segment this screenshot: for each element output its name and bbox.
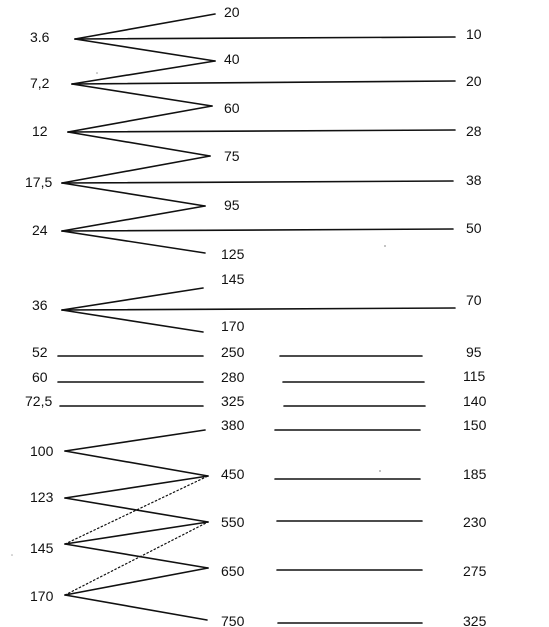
- connector-line: [62, 310, 203, 332]
- connector-line: [62, 156, 210, 183]
- right-label: 20: [466, 73, 482, 89]
- connector-line: [65, 568, 208, 595]
- middle-label: 60: [224, 100, 240, 116]
- right-label: 50: [466, 220, 482, 236]
- left-label: 36: [32, 297, 48, 313]
- connector-line: [65, 430, 205, 451]
- right-label: 10: [466, 26, 482, 42]
- stray-dot: [96, 72, 98, 74]
- left-label: 52: [32, 344, 48, 360]
- right-label: 95: [466, 344, 482, 360]
- stray-dot: [11, 554, 13, 556]
- stray-dots: [11, 72, 386, 556]
- left-label: 72,5: [25, 393, 53, 409]
- left-label: 60: [32, 369, 48, 385]
- middle-label: 450: [221, 466, 245, 482]
- connector-line: [75, 39, 215, 61]
- middle-label: 650: [221, 563, 245, 579]
- left-label: 170: [30, 588, 54, 604]
- left-label: 123: [30, 489, 54, 505]
- middle-label: 20: [224, 4, 240, 20]
- connector-lines: [58, 14, 455, 623]
- middle-label: 125: [221, 246, 245, 262]
- connector-line: [62, 229, 453, 231]
- connector-line: [75, 37, 455, 39]
- middle-scale-labels: [221, 4, 245, 627]
- connector-line: [68, 132, 210, 156]
- middle-label: 280: [221, 369, 245, 385]
- left-label: 145: [30, 540, 54, 556]
- right-label: 140: [463, 393, 487, 409]
- right-scale-labels: [463, 26, 487, 627]
- middle-label: 170: [221, 318, 245, 334]
- connector-line: [65, 451, 208, 476]
- connector-line: [62, 206, 205, 231]
- connector-line: [62, 183, 205, 206]
- middle-label: 75: [224, 148, 240, 164]
- right-label: 38: [466, 172, 482, 188]
- right-label: 115: [463, 368, 486, 384]
- connector-line: [72, 81, 455, 84]
- connector-line: [62, 231, 205, 253]
- middle-label: 550: [221, 514, 245, 530]
- connector-line: [68, 106, 212, 132]
- middle-label: 250: [221, 344, 245, 360]
- connector-line: [65, 544, 208, 568]
- middle-label: 750: [221, 613, 245, 627]
- left-label: 12: [32, 123, 48, 139]
- left-label: 7,2: [30, 75, 50, 91]
- connector-line: [72, 84, 212, 106]
- left-label: 3.6: [30, 29, 50, 45]
- stray-dot: [384, 245, 386, 247]
- right-label: 70: [466, 292, 482, 308]
- connector-line: [65, 498, 208, 522]
- connector-line: [62, 308, 455, 310]
- connector-line: [72, 61, 215, 84]
- middle-label: 95: [224, 197, 240, 213]
- connector-line: [65, 595, 207, 620]
- middle-label: 40: [224, 51, 240, 67]
- connector-line: [62, 181, 453, 183]
- connector-line: [65, 476, 208, 498]
- connector-line: [62, 288, 203, 310]
- right-label: 325: [463, 613, 487, 627]
- connector-line: [68, 130, 455, 132]
- connector-line: [75, 14, 215, 39]
- stray-dot: [379, 470, 381, 472]
- middle-label: 145: [221, 271, 245, 287]
- left-scale-labels: [25, 29, 54, 604]
- right-label: 150: [463, 417, 487, 433]
- right-label: 230: [463, 514, 487, 530]
- right-label: 275: [463, 563, 487, 579]
- left-label: 17,5: [25, 174, 53, 190]
- right-label: 28: [466, 123, 482, 139]
- middle-label: 380: [221, 417, 245, 433]
- middle-label: 325: [221, 393, 245, 409]
- right-label: 185: [463, 466, 487, 482]
- left-label: 24: [32, 222, 48, 238]
- left-label: 100: [30, 443, 54, 459]
